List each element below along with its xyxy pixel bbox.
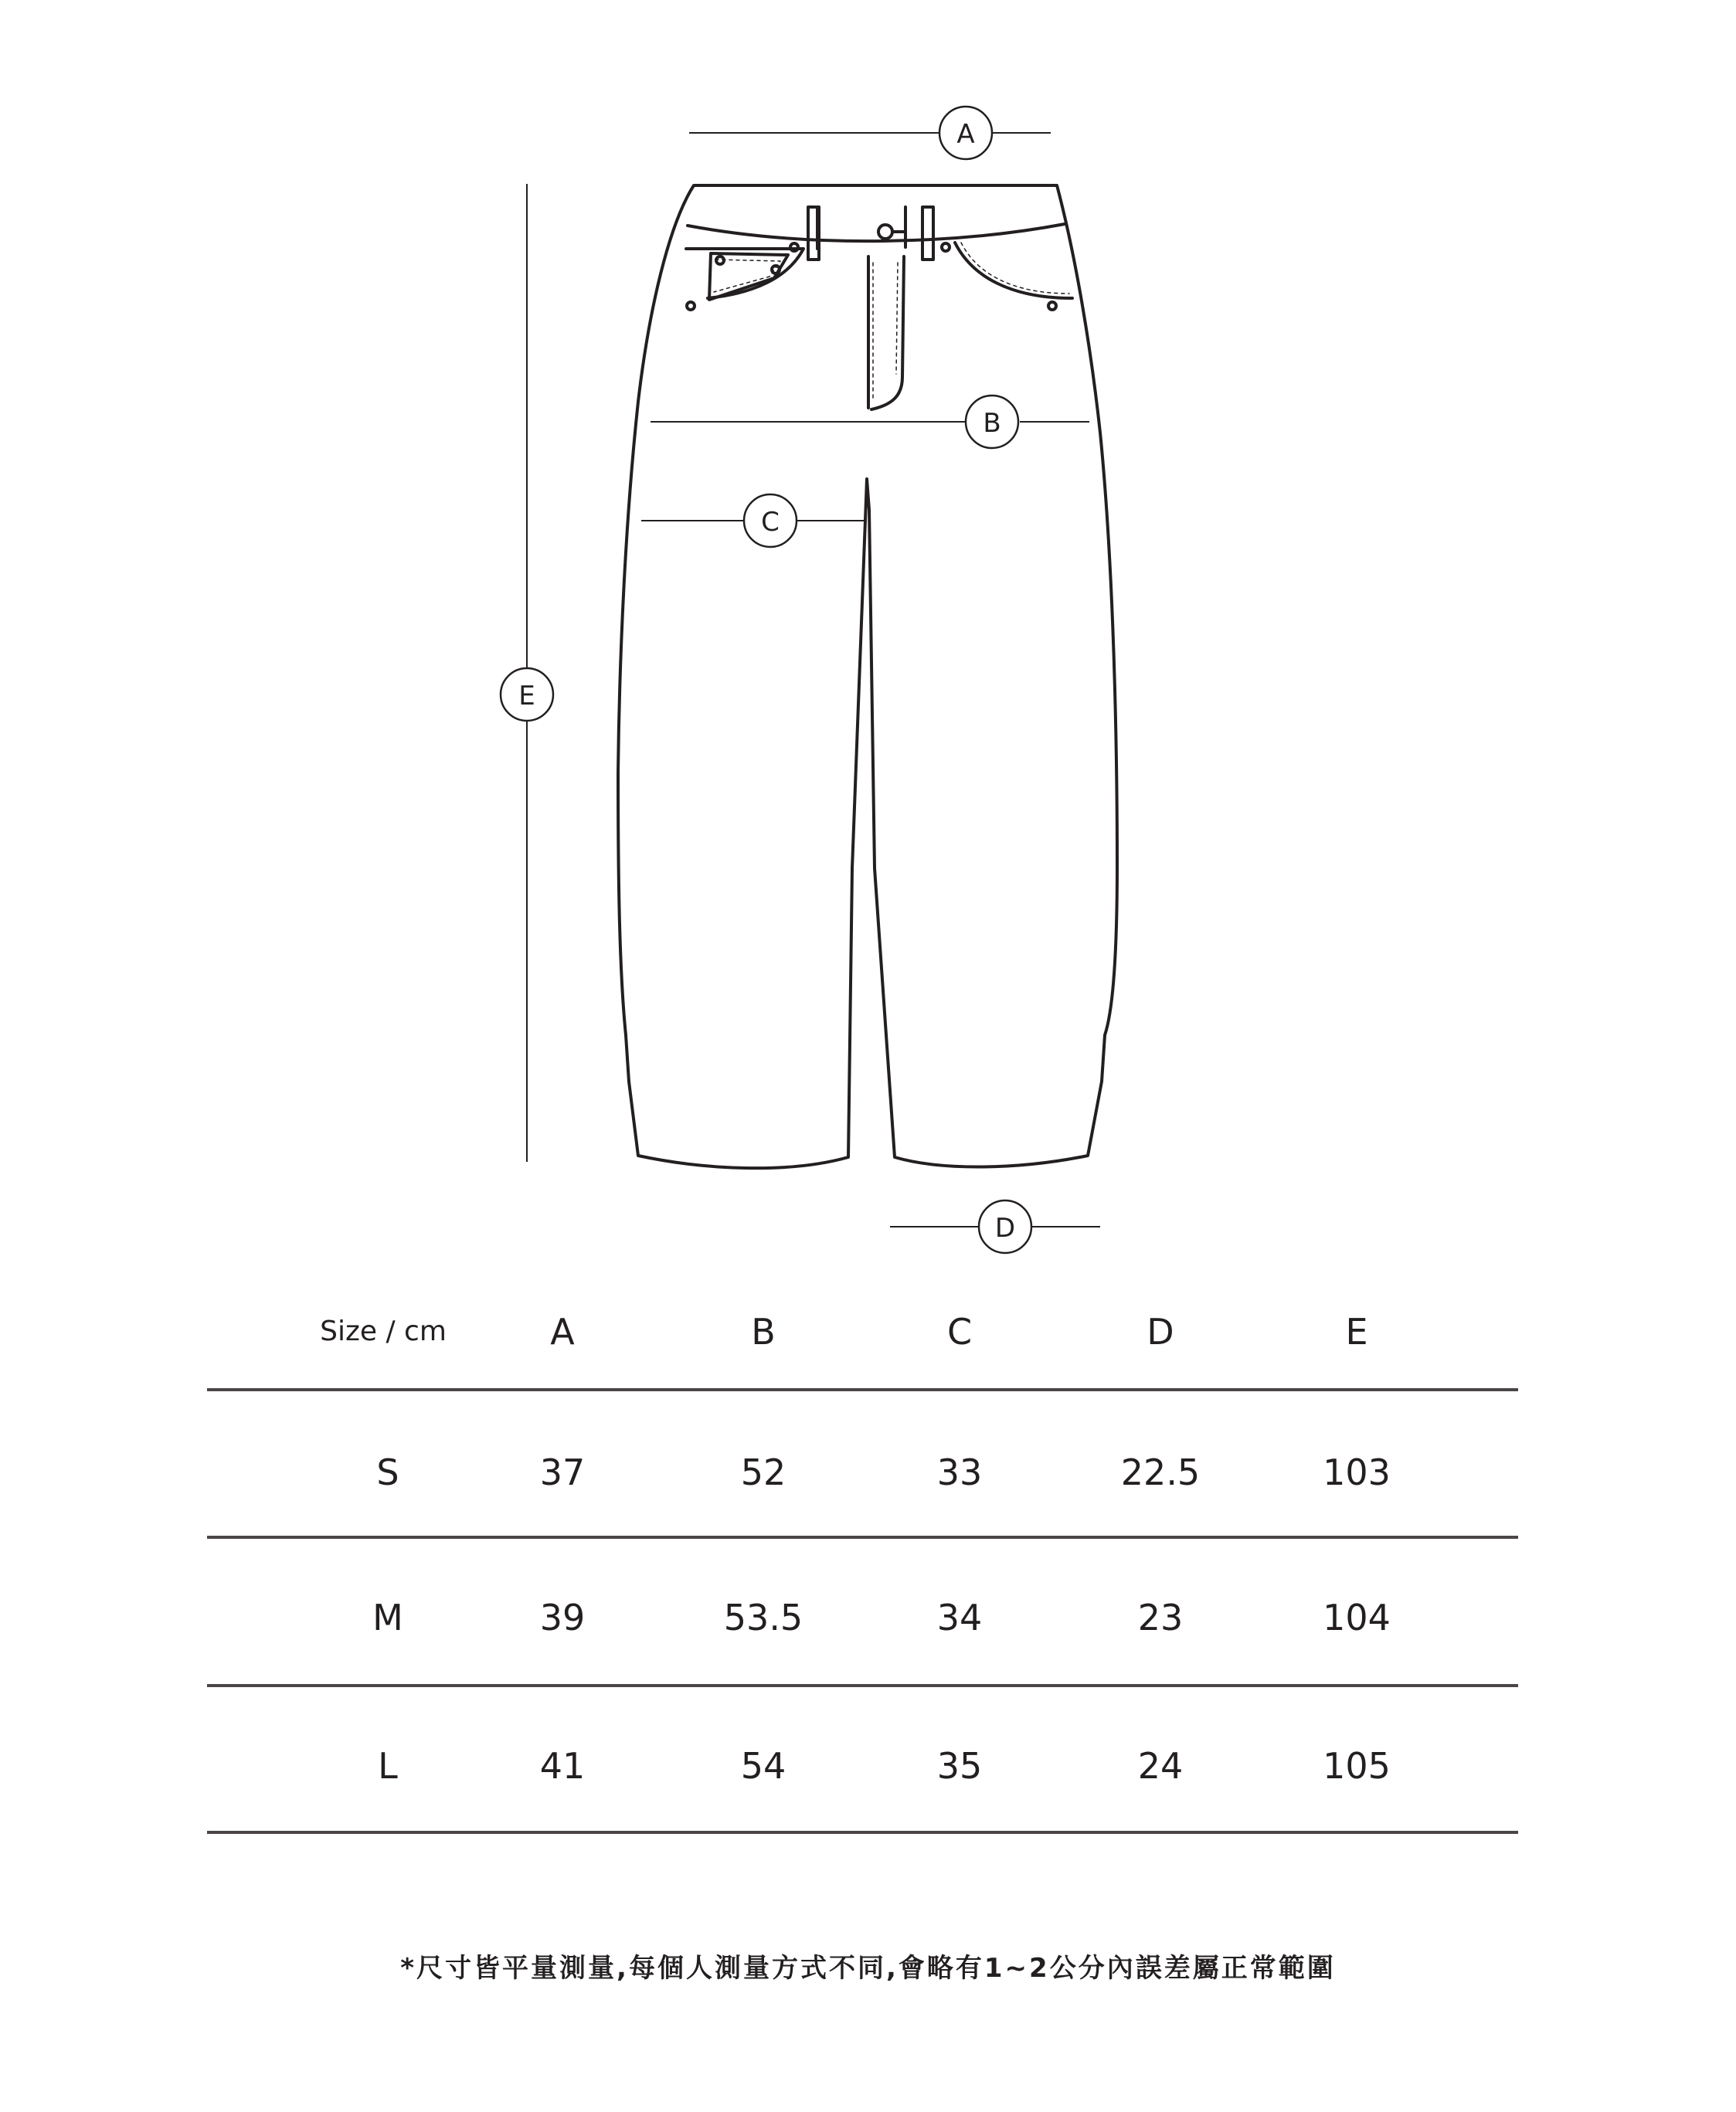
table-cell: 104 — [1323, 1597, 1391, 1638]
pocket-right — [955, 243, 1072, 298]
label-c: C — [761, 507, 780, 538]
table-rule — [207, 1388, 1518, 1391]
table-cell: 34 — [936, 1597, 983, 1638]
table-cell: 23 — [1137, 1597, 1184, 1638]
table-cell: 52 — [740, 1452, 786, 1493]
column-header-b: B — [751, 1311, 776, 1353]
table-rule — [207, 1536, 1518, 1539]
button-icon — [878, 225, 892, 239]
table-cell: 33 — [936, 1452, 983, 1493]
table-cell: 24 — [1137, 1745, 1184, 1787]
row-size-label: S — [376, 1452, 399, 1493]
table-cell: 39 — [539, 1597, 586, 1638]
column-header-e: E — [1345, 1311, 1368, 1353]
table-cell: 103 — [1323, 1452, 1391, 1493]
label-a: A — [956, 119, 975, 150]
table-cell: 37 — [539, 1452, 586, 1493]
belt-loop-right — [922, 207, 933, 260]
table-cell: 53.5 — [723, 1597, 803, 1638]
label-d: D — [994, 1213, 1016, 1244]
table-cell: 22.5 — [1120, 1452, 1201, 1493]
table-cell: 35 — [936, 1745, 983, 1787]
table-rule — [207, 1684, 1518, 1687]
row-size-label: L — [378, 1745, 398, 1787]
fly-seam — [868, 256, 904, 409]
waistband — [688, 224, 1065, 241]
row-size-label: M — [372, 1597, 403, 1638]
label-e: E — [518, 681, 535, 711]
column-header-c: C — [946, 1311, 973, 1353]
measurement-footnote: *尺寸皆平量測量,每個人測量方式不同,會略有1~2公分內誤差屬正常範圍 — [400, 1953, 1336, 1984]
label-b: B — [983, 408, 1001, 439]
table-cell: 105 — [1323, 1745, 1391, 1787]
column-header-a: A — [550, 1311, 575, 1353]
table-cell: 54 — [740, 1745, 786, 1787]
unit-header: Size / cm — [320, 1316, 447, 1347]
column-header-d: D — [1147, 1311, 1174, 1353]
table-rule — [207, 1831, 1518, 1834]
table-cell: 41 — [539, 1745, 586, 1787]
